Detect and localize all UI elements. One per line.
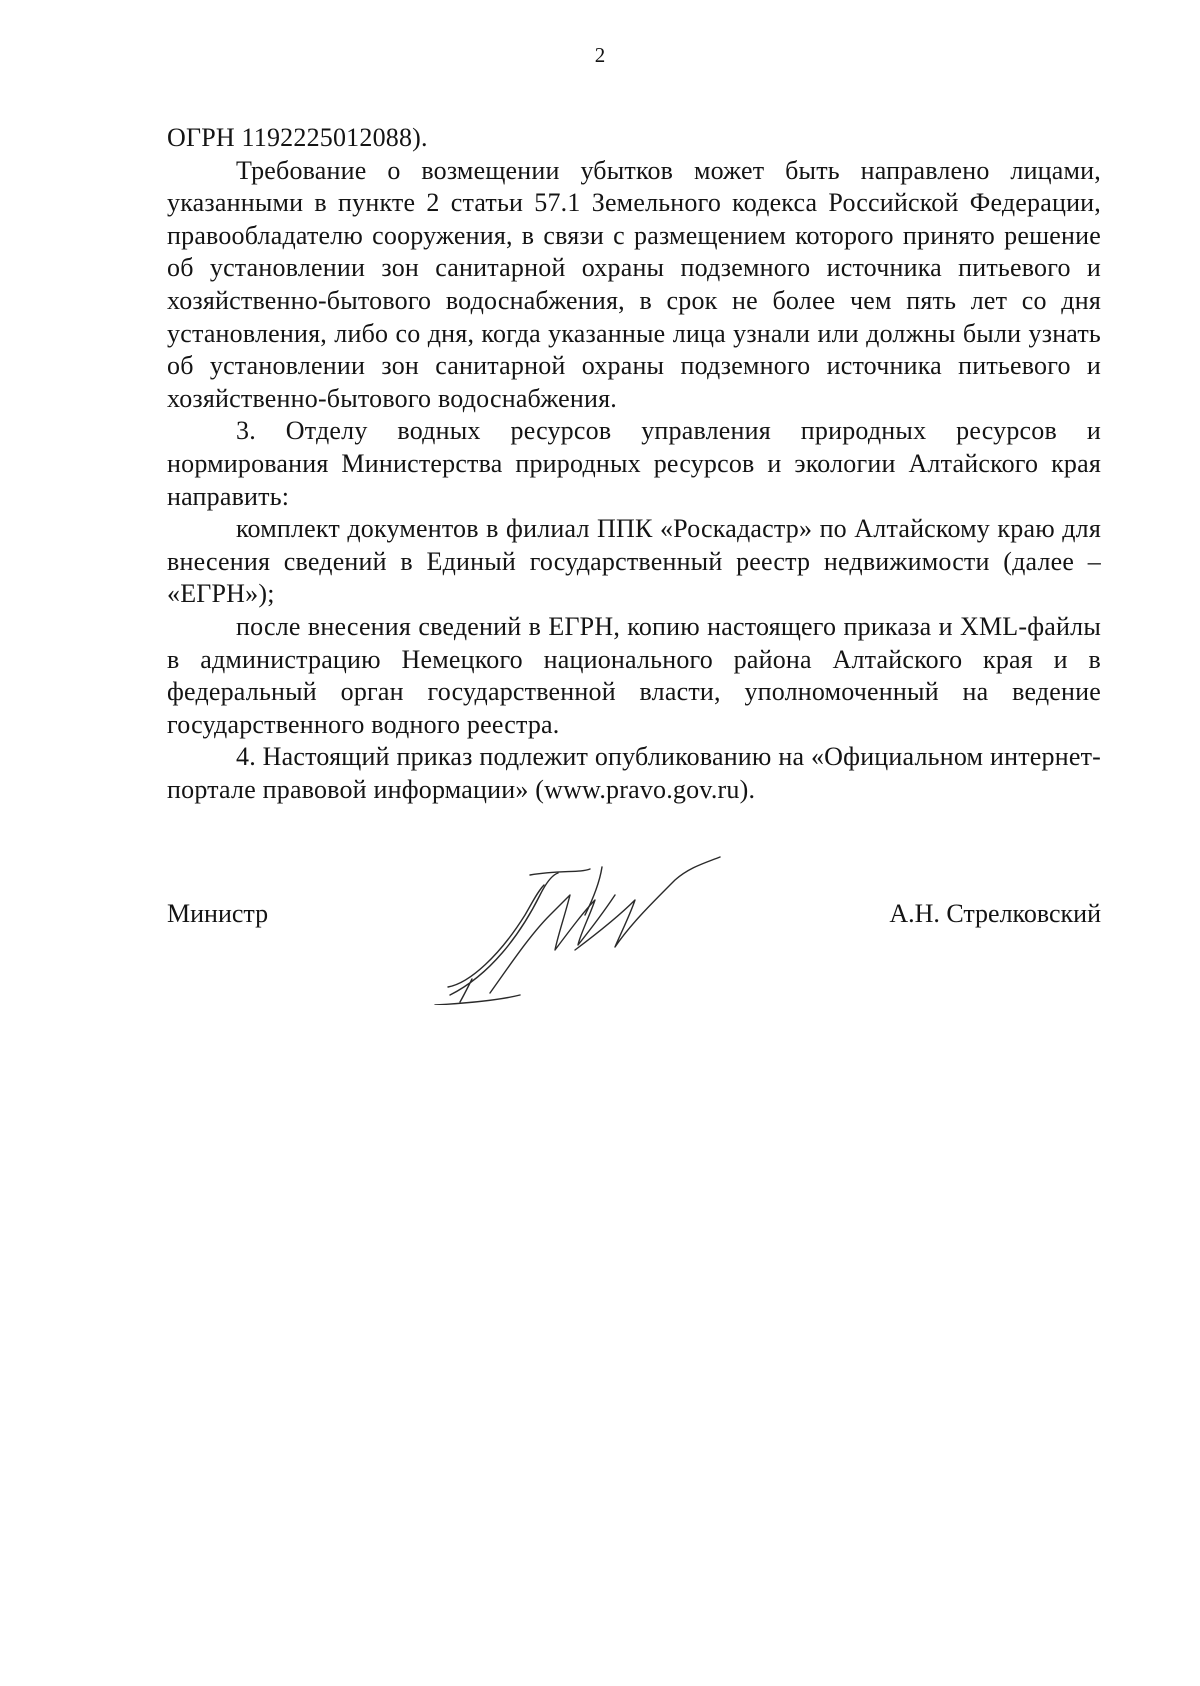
paragraph-item-3: 3. Отделу водных ресурсов управления природных ресурсов и нормирования Министерства природных ресурсов и экологии Алтайского края направить:	[167, 416, 1101, 511]
signer-name: А.Н. Стрелковский	[889, 899, 1101, 928]
paragraph-documents-to-roskadastr: комплект документов в филиал ППК «Роскадастр» по Алтайскому краю для внесения сведений в Единый государственный реестр недвижимости (далее – «ЕГРН»);	[167, 514, 1101, 609]
document-body	[167, 122, 1101, 806]
signer-title: Министр	[167, 899, 269, 928]
page-number: 2	[594, 43, 606, 67]
paragraph-damages-claim: Требование о возмещении убытков может быть направлено лицами, указанными в пункте 2 статьи 57.1 Земельного кодекса Российской Федерации, правообладателю сооружения, в связи с размещением которого принято решение об установлении зон санитарной охраны подземного источника питьевого и хозяйственно-бытового водоснабжения, в срок не более чем пять лет со дня установления, либо со дня, когда указанные лица узнали или должны были узнать об установлении зон санитарной охраны подземного источника питьевого и хозяйственно-бытового водоснабжения.	[167, 155, 1101, 413]
paragraph-ogrn: ОГРН 1192225012088).	[167, 123, 428, 152]
paragraph-after-egrn: после внесения сведений в ЕГРН, копию настоящего приказа и XML-файлы в администрацию Немецкого национального района Алтайского края и в федеральный орган государственной власти, уполномоченный на ведение государственного водного реестра.	[167, 611, 1101, 739]
handwritten-signature	[430, 855, 750, 1005]
paragraph-item-4: 4. Настоящий приказ подлежит опубликованию на «Официальном интернет-портале правовой информации» (www.pravo.gov.ru).	[167, 742, 1101, 804]
